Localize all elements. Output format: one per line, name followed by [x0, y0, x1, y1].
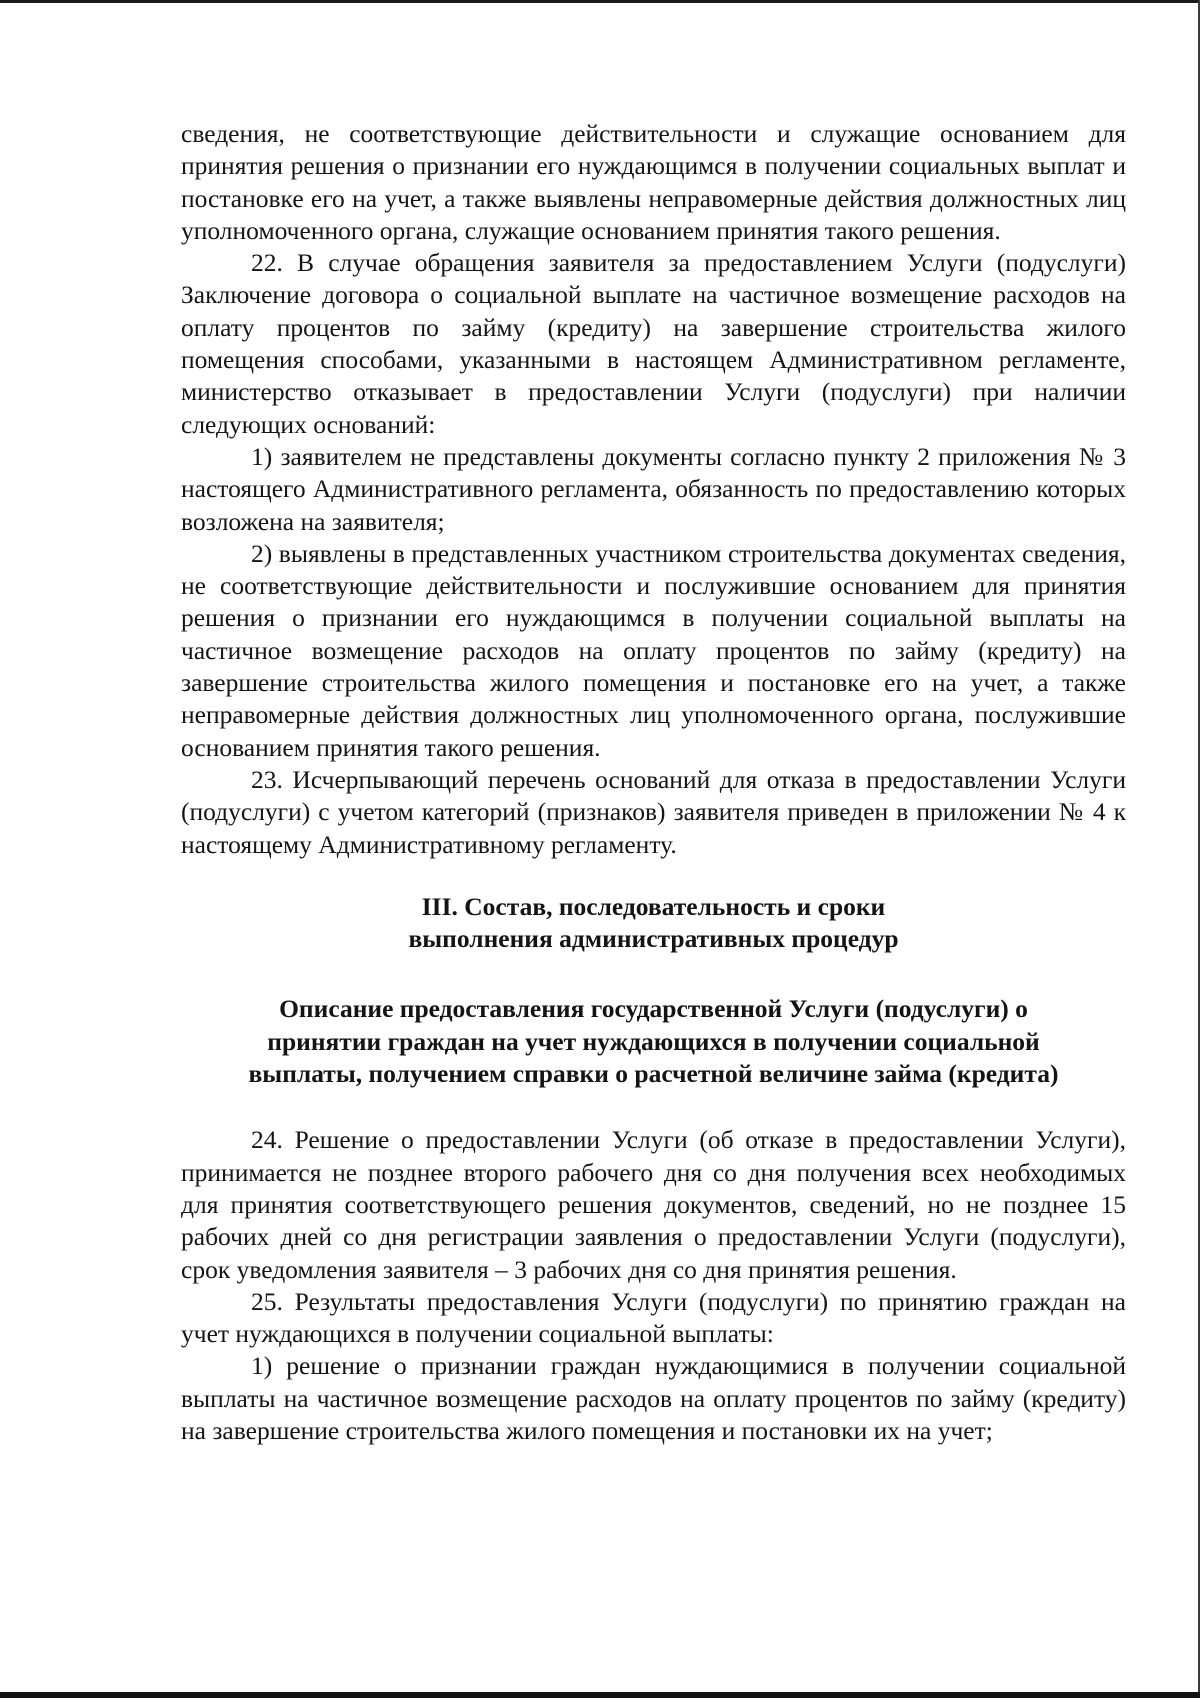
subsection-heading-line-1: Описание предоставления государственной Услуги (подуслуги) о: [279, 994, 1028, 1024]
paragraph-fragment: сведения, не соответствующие действительности и служащие основанием для принятия решения о признании его нуждающимся в получении социальных выплат и постановке его на учет, а также выявлены неправомерные действия должностных лиц уполномоченного органа, служащие основанием принятия такого решения.: [181, 119, 1126, 245]
paragraph-22-item-1: 1) заявителем не представлены документы согласно пункту 2 приложения № 3 настоящего Административного регламента, обязанность по предоставлению которых возложена на заявителя;: [181, 441, 1126, 536]
document-page: [181, 118, 1126, 1447]
section-heading-line-2: выполнения административных процедур: [408, 924, 899, 954]
paragraph-25: 25. Результаты предоставления Услуги (подуслуги) по принятию граждан на учет нуждающихся в получении социальной выплаты:: [181, 1286, 1126, 1349]
subsection-heading-line-3: выплаты, получением справки о расчетной величине займа (кредита): [248, 1059, 1059, 1089]
spacer: [181, 861, 1126, 891]
paragraph-24: 24. Решение о предоставлении Услуги (об отказе в предоставлении Услуги), принимается не позднее второго рабочего дня со дня получения всех необходимых для принятия соответствующего решения документов, сведений, но не позднее 15 рабочих дней со дня регистрации заявления о предоставлении Услуги (подуслуги), срок уведомления заявителя – 3 рабочих дня со дня принятия решения.: [181, 1125, 1126, 1284]
paragraph-25-item-1: 1) решение о признании граждан нуждающимися в получении социальной выплаты на частичное возмещение расходов на оплату процентов по займу (кредиту) на завершение строительства жилого помещения и постановки их на учет;: [181, 1351, 1126, 1445]
paragraph-23: 23. Исчерпывающий перечень оснований для отказа в предоставлении Услуги (подуслуги) с учетом категорий (признаков) заявителя приведен в приложении № 4 к настоящему Административному регламенту.: [181, 764, 1126, 859]
section-heading-line-1: III. Состав, последовательность и сроки: [421, 891, 886, 921]
section-heading: [181, 891, 1126, 956]
subsection-heading: [181, 993, 1126, 1090]
spacer: [181, 1090, 1126, 1124]
paragraph-22-item-2: 2) выявлены в представленных участником строительства документах сведения, не соответствующие действительности и послужившие основанием для принятия решения о признании его нуждающимся в получении социальной выплаты на частичное возмещение расходов на оплату процентов по займу (кредиту) на завершение строительства жилого помещения и постановке его на учет, а также неправомерные действия должностных лиц уполномоченного органа, послужившие основанием принятия такого решения.: [181, 538, 1126, 762]
scan-edge-bottom: [0, 1692, 1200, 1698]
scan-edge-top: [0, 0, 1200, 3]
subsection-heading-line-2: принятии граждан на учет нуждающихся в получении социальной: [267, 1026, 1040, 1056]
spacer: [181, 955, 1126, 993]
paragraph-22: 22. В случае обращения заявителя за предоставлением Услуги (подуслуги) Заключение договора о социальной выплате на частичное возмещение расходов на оплату процентов по займу (кредиту) на завершение строительства жилого помещения способами, указанными в настоящем Административном регламенте, министерство отказывает в предоставлении Услуги (подуслуги) при наличии следующих оснований:: [181, 248, 1126, 439]
